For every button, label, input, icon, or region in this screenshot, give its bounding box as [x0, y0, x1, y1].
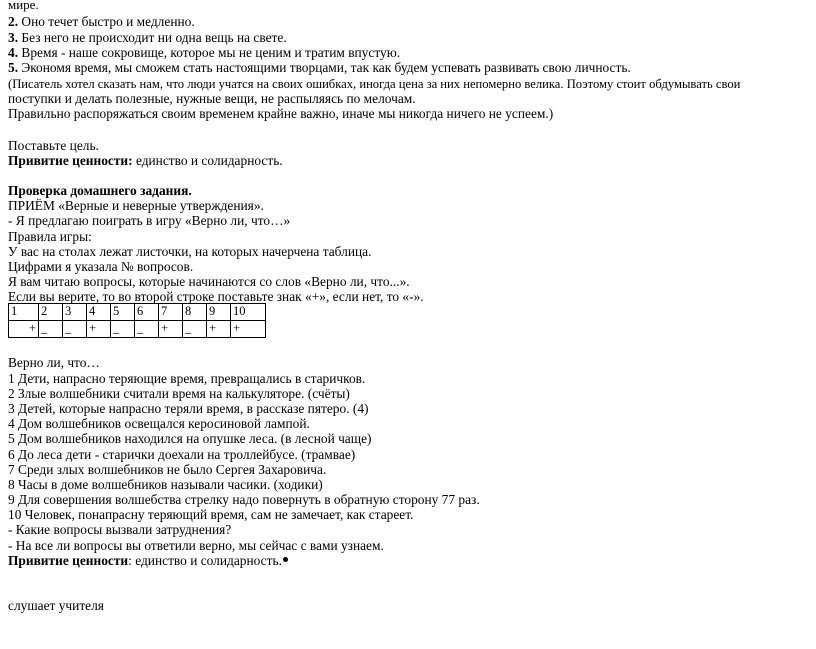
table-cell: + — [159, 321, 183, 338]
table-cell: 1 — [9, 304, 39, 321]
question-item: 7 Среди злых волшебников не было Сергея Захаровича. — [8, 462, 327, 477]
goal-line: Поставьте цель. — [8, 138, 99, 153]
question-item: 8 Часы в доме волшебников называли часики. (ходики) — [8, 477, 323, 492]
value-line — [8, 153, 283, 169]
table-cell: 3 — [63, 304, 87, 321]
table-cell: 10 — [231, 304, 266, 321]
paragraph-line: Правильно распоряжаться своим временем крайне важно, иначе мы никогда ничего не успеем.) — [8, 106, 554, 121]
questions-intro: Верно ли, что… — [8, 355, 100, 370]
table-cell: + — [207, 321, 231, 338]
table-cell: _ — [183, 321, 207, 338]
value-line — [8, 553, 288, 569]
table-cell: _ — [111, 321, 135, 338]
question-item: - Какие вопросы вызвали затруднения? — [8, 522, 232, 537]
table-cell: 7 — [159, 304, 183, 321]
table-cell: 2 — [39, 304, 63, 321]
question-item: 1 Дети, напрасно теряющие время, превращались в старичков. — [8, 371, 366, 386]
question-item: 3 Детей, которые напрасно теряли время, в рассказе пятеро. (4) — [8, 401, 369, 416]
numbered-item-3 — [8, 30, 287, 46]
homework-line: У вас на столах лежат листочки, на которых начерчена таблица. — [8, 244, 372, 259]
table-cell: _ — [39, 321, 63, 338]
numbered-item-5 — [8, 60, 631, 76]
paragraph-line: (Писатель хотел сказать нам, что люди учатся на своих ошибках, иногда цена за них непомерно велика. Поэтому стоит обдумывать свои — [8, 77, 741, 91]
table-cell: _ — [63, 321, 87, 338]
item-text: Экономя время, мы сможем стать настоящими творцами, так как будем успевать развивать свою личность. — [18, 60, 631, 75]
table-cell: _ — [135, 321, 159, 338]
item-text: Без него не происходит ни одна вещь на свете. — [18, 30, 287, 45]
numbered-item-4 — [8, 45, 400, 61]
question-item: 5 Дом волшебников находился на опушке леса. (в лесной чаще) — [8, 431, 372, 446]
item-number: 3. — [8, 30, 19, 45]
table-cell: 4 — [87, 304, 111, 321]
text-line-intro-end: мире. — [8, 0, 39, 12]
homework-line: ПРИЁМ «Верные и неверные утверждения». — [8, 198, 264, 213]
question-item: 2 Злые волшебники считали время на калькуляторе. (счёты) — [8, 386, 350, 401]
table-row-marks — [9, 321, 266, 338]
value-text: единство и солидарность. — [132, 153, 283, 168]
homework-line: - Я предлагаю поиграть в игру «Верно ли, что…» — [8, 213, 291, 228]
paragraph-line: поступки и делать полезные, нужные вещи, не распыляясь по мелочам. — [8, 91, 416, 106]
table-row-numbers — [9, 304, 266, 321]
value-label: Привитие ценности — [8, 553, 129, 568]
table-cell: + — [87, 321, 111, 338]
table-cell: 6 — [135, 304, 159, 321]
bullet-dot-icon — [283, 557, 288, 562]
table-cell: 5 — [111, 304, 135, 321]
value-text: : единство и солидарность. — [128, 553, 282, 568]
question-item: 10 Человек, понапрасну теряющий время, сам не замечает, как стареет. — [8, 507, 414, 522]
homework-line: Если вы верите, то во второй строке поставьте знак «+», если нет, то «-». — [8, 289, 424, 304]
table-cell: + — [9, 321, 39, 338]
homework-line: Я вам читаю вопросы, которые начинаются со слов «Верно ли, что...». — [8, 274, 410, 289]
homework-heading: Проверка домашнего задания. — [8, 183, 192, 198]
answer-table — [8, 303, 266, 338]
value-label: Привитие ценности: — [8, 153, 133, 168]
item-text: Время - наше сокровище, которое мы не ценим и тратим впустую. — [18, 45, 401, 60]
question-item: 9 Для совершения волшебства стрелку надо повернуть в обратную сторону 77 раз. — [8, 492, 480, 507]
item-number: 4. — [8, 45, 19, 60]
item-number: 5. — [8, 60, 19, 75]
table-cell: + — [231, 321, 266, 338]
table-cell: 8 — [183, 304, 207, 321]
question-item: - На все ли вопросы вы ответили верно, мы сейчас с вами узнаем. — [8, 538, 384, 553]
question-item: 6 До леса дети - старички доехали на троллейбусе. (трамвае) — [8, 447, 356, 462]
question-item: 4 Дом волшебников освещался керосиновой лампой. — [8, 416, 310, 431]
footer-note: слушает учителя — [8, 598, 104, 613]
numbered-item-2 — [8, 14, 195, 30]
item-number: 2. — [8, 14, 19, 29]
homework-line: Правила игры: — [8, 229, 92, 244]
table-cell: 9 — [207, 304, 231, 321]
homework-line: Цифрами я указала № вопросов. — [8, 259, 194, 274]
item-text: Оно течет быстро и медленно. — [18, 14, 195, 29]
